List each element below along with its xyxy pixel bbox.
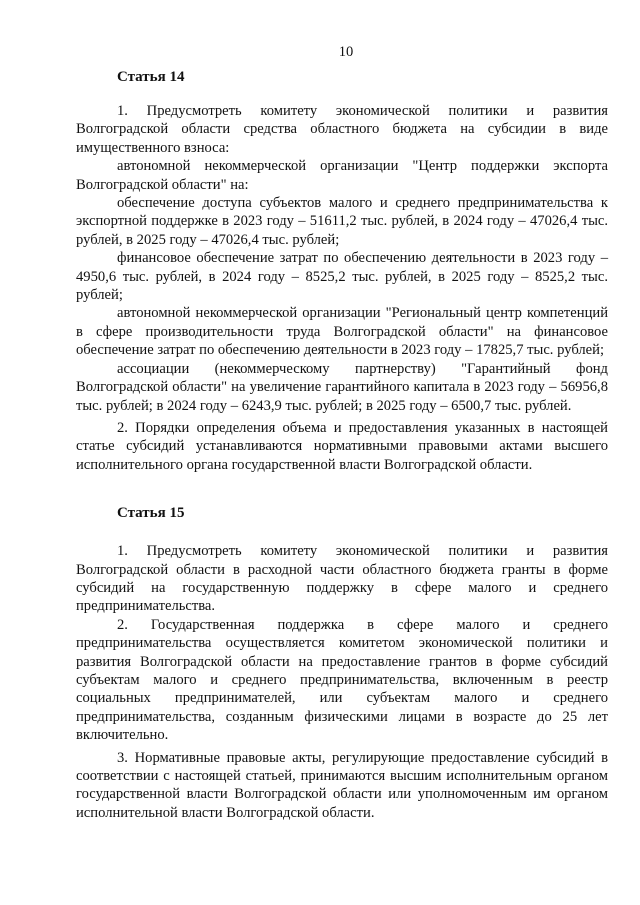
article-14-paragraph-5: автономной некоммерческой организации "Региональный центр компетенций в сфере производительности труда Волгоградской области" на финансовое обеспечение затрат по обеспечению деятельности в 2023 году – 17825,7 тыс. рублей; (76, 305, 608, 359)
article-14-paragraph-7: 2. Порядки определения объема и предоставления указанных в настоящей статье субсидий устанавливаются нормативными правовыми актами высшего исполнительного органа государственной власти Волгоградской области. (76, 419, 608, 473)
article-15-paragraph-3: 3. Нормативные правовые акты, регулирующие предоставление субсидий в соответствии с настоящей статьей, принимаются высшим исполнительным органом государственной власти Волгоградской области или уполномоченным им органом исполнительной власти Волгоградской области. (76, 749, 608, 821)
article-15-heading: Статья 15 (117, 505, 185, 522)
document-body (76, 68, 608, 822)
article-14-paragraph-1: 1. Предусмотреть комитету экономической политики и развития Волгоградской области средства областного бюджета на субсидии в виде имущественного взноса: (76, 103, 608, 156)
article-15-paragraph-2: 2. Государственная поддержка в сфере малого и среднего предпринимательства осуществляется комитетом экономической политики и развития Волгоградской области на предоставление грантов в форме субсидий субъектам малого и среднего предпринимательства, включенным в реестр социальных предпринимателей, или субъектам малого и среднего предпринимательства, созданным физическими лицами в возрасте до 25 лет включительно. (76, 616, 608, 744)
article-14-paragraph-3: обеспечение доступа субъектов малого и среднего предпринимательства к экспортной поддержке в 2023 году – 51611,2 тыс. рублей, в 2024 году – 47026,4 тыс. рублей, в 2025 году – 47026,4 тыс. рублей; (76, 195, 608, 248)
page-number: 10 (338, 44, 354, 60)
article-14-paragraph-4: финансовое обеспечение затрат по обеспечению деятельности в 2023 году – 4950,6 тыс. рублей, в 2024 году – 8525,2 тыс. рублей, в 2025 году – 8525,2 тыс. рублей; (76, 250, 608, 304)
article-14-heading: Статья 14 (117, 69, 185, 85)
article-15-paragraph-1: 1. Предусмотреть комитету экономической политики и развития Волгоградской области в расходной части областного бюджета гранты в форме субсидий на государственную поддержку в сфере малого и среднего предпринимательства. (76, 543, 608, 615)
article-14-paragraph-6: ассоциации (некоммерческому партнерству) "Гарантийный фонд Волгоградской области" на увеличение гарантийного капитала в 2023 году – 56956,8 тыс. рублей; в 2024 году – 6243,9 тыс. рублей; в 2025 году – 6500,7 тыс. рублей. (76, 360, 608, 414)
article-14-paragraph-2: автономной некоммерческой организации "Центр поддержки экспорта Волгоградской области" на: (76, 158, 608, 193)
